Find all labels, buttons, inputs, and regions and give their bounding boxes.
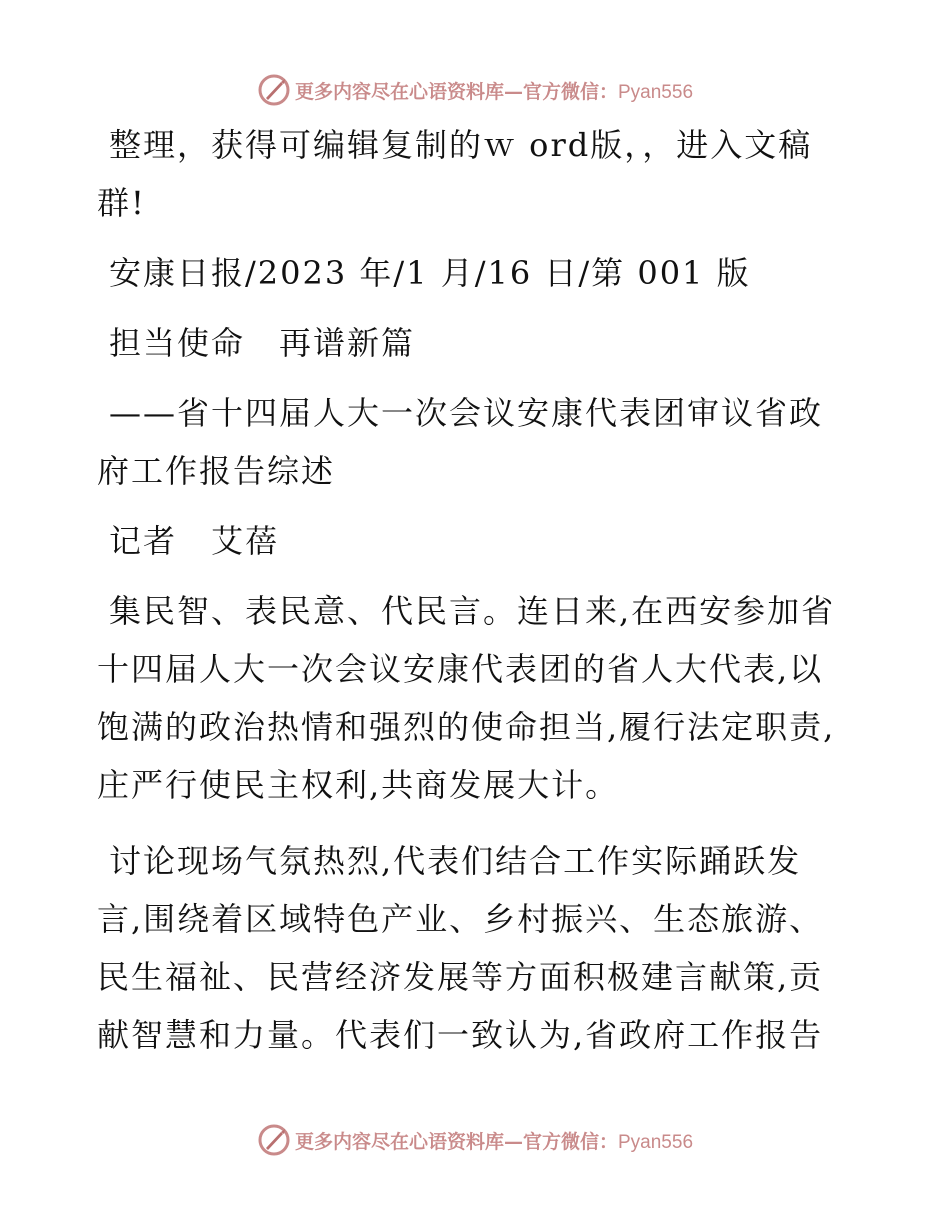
article-byline: 记者 艾蓓 [109,522,280,560]
paragraph-body-1: 集民智、表民意、代民言。连日来,在西安参加省十四届人大一次会议安康代表团的省人大代表,以饱满的政治热情和强烈的使命担当,履行法定职责,庄严行使民主权利,共商发展大计。 [97,592,836,804]
quill-pen-circle-icon [257,1123,291,1157]
paragraph-intro: 整理，获得可编辑复制的ｗ ord版，，进入文稿群! [97,126,813,222]
watermark-text: 更多内容尽在心语资料库—官方微信：Pyan556 [294,1130,694,1153]
watermark-text: 更多内容尽在心语资料库—官方微信：Pyan556 [294,80,694,103]
footer-watermark [0,1120,950,1160]
document-body [97,116,842,1064]
paragraph-source-line: 安康日报/2023 年/1 月/16 日/第 001 版 [109,254,751,292]
article-subtitle: ——省十四届人大一次会议安康代表团审议省政府工作报告综述 [97,394,824,490]
header-watermark [0,70,950,110]
paragraph-body-2: 讨论现场气氛热烈,代表们结合工作实际踊跃发言,围绕着区域特色产业、乡村振兴、生态旅游、民生福祉、民营经济发展等方面积极建言献策,贡献智慧和力量。代表们一致认为,省政府工作报告 [97,842,824,1054]
article-title: 担当使命 再谱新篇 [109,324,416,362]
quill-pen-circle-icon [257,73,291,107]
